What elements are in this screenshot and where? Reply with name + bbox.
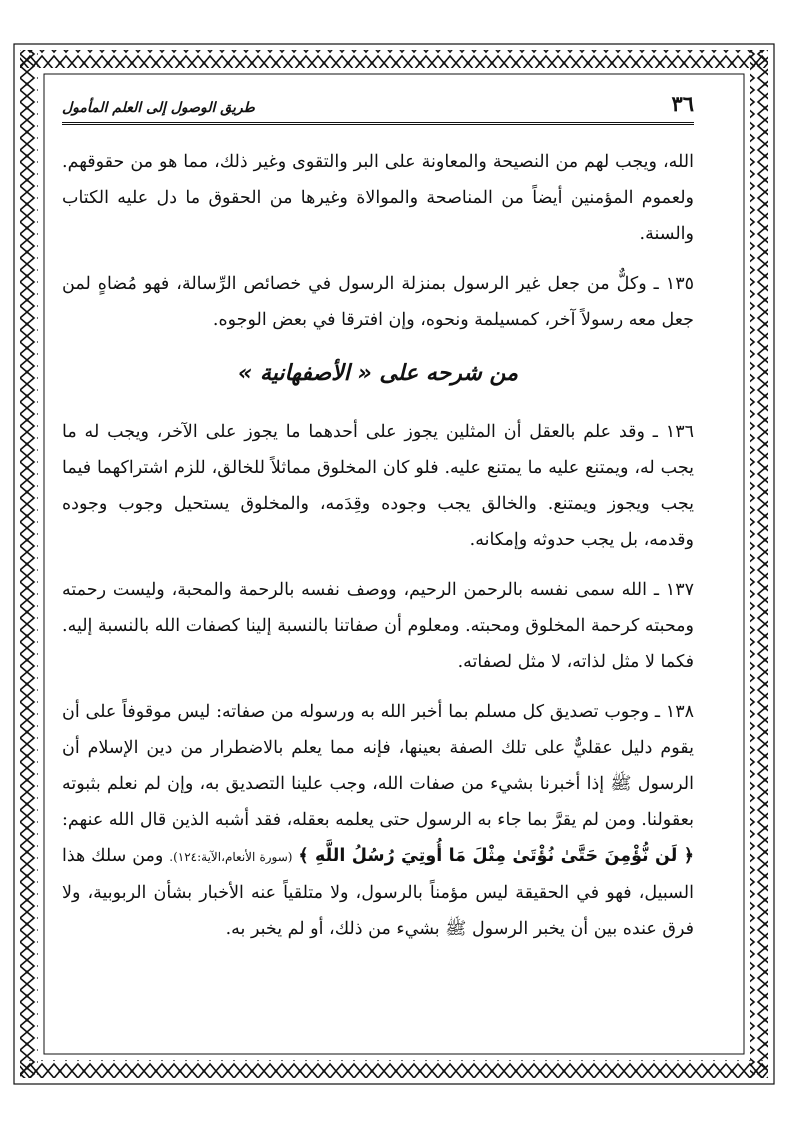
- page-body: [62, 144, 694, 961]
- paragraph-136: ١٣٦ ـ وقد علم بالعقل أن المثلين يجوز على أحدهما ما يجوز على الآخر، ويجب له ما يجب له، ويمتنع عليه ما يمتنع عليه. فلو كان المخلوق مماثلاً للخالق، للزم اشتراكهما فيما يجب ويجوز ويمتنع. والخالق يجب وجوده وقِدَمه، والمخلوق يستحيل وجوب وجوده وقدمه، بل يجب حدوثه وإمكانه.: [62, 422, 694, 550]
- paragraph-138-intro: ١٣٨ ـ وجوب تصديق كل مسلم بما أخبر الله به ورسوله من صفاته: ليس موقوفاً على أن يقوم دليل عقليٌّ على تلك الصفة بعينها، فإنه مما يعلم بالاضطرار من دين الإسلام أن الرسول ﷺ إذا أخبرنا بشيء من صفات الله، وجب علينا التصديق به، وإن لم نعلم بثبوته بعقولنا. ومن لم يقرَّ بما جاء به الرسول حتى يعلمه بعقله، فقد أشبه الذين قال الله عنهم:: [62, 702, 694, 830]
- quran-verse: ﴿ لَن نُّؤْمِنَ حَتَّىٰ نُؤْتَىٰ مِثْلَ مَا أُوتِيَ رُسُلُ اللَّهِ ﴾: [298, 846, 694, 866]
- paragraph: الله، ويجب لهم من النصيحة والمعاونة على البر والتقوى وغير ذلك، مما هو من حقوقهم. ولعموم المؤمنين أيضاً من المناصحة والموالاة وغيرها من الحقوق ما دل عليه الكتاب والسنة.: [62, 152, 694, 244]
- verse-reference: (سورة الأنعام،الآية:١٢٤).: [169, 850, 293, 864]
- page-header: [62, 86, 694, 125]
- paragraph-137: ١٣٧ ـ الله سمى نفسه بالرحمن الرحيم، ووصف نفسه بالرحمة والمحبة، وليست رحمته ومحبته كرحمة المخلوق ومحبته. ومعلوم أن صفاتنا بالنسبة إلينا كصفات الله بالنسبة إليه. فكما لا مثل لذاته، لا مثل لصفاته.: [62, 580, 694, 672]
- page-number: ٣٦: [671, 91, 694, 116]
- page: [62, 82, 694, 1067]
- section-heading: من شرحه على « الأصفهانية »: [237, 361, 518, 386]
- paragraph-135: ١٣٥ ـ وكلٌّ من جعل غير الرسول بمنزلة الرسول في خصائص الرِّسالة، فهو مُضاهٍ لمن جعل معه رسولاً آخر، كمسيلمة ونحوه، وإن افترقا في بعض الوجوه.: [62, 274, 694, 330]
- paragraph-138-outro: ومن سلك هذا السبيل، فهو في الحقيقة ليس مؤمناً بالرسول، ولا متلقياً عنه الأخبار بشأن الربوبية، ولا فرق عنده بين أن يخبر الرسول ﷺ بشيء من ذلك، أو لم يخبر به.: [62, 846, 694, 939]
- running-title: طريق الوصول إلى العلم المأمول: [62, 100, 255, 116]
- paragraph-138: [62, 694, 694, 947]
